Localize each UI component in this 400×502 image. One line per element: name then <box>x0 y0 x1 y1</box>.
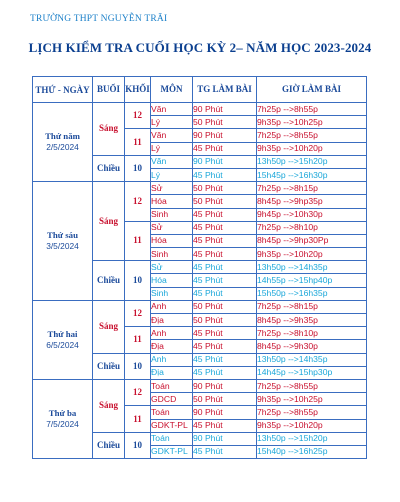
subject-cell: Địa <box>151 366 193 379</box>
grade-cell: 10 <box>125 353 151 379</box>
subject-cell: Toán <box>151 406 193 419</box>
grade-cell: 12 <box>125 103 151 129</box>
duration-cell: 90 Phút <box>193 379 257 392</box>
time-cell: 7h25p -->8h55p <box>257 103 367 116</box>
time-cell: 14h55p -->15hp40p <box>257 274 367 287</box>
duration-cell: 45 Phút <box>193 445 257 458</box>
time-cell: 9h35p -->10h25p <box>257 116 367 129</box>
exam-schedule-table <box>32 76 367 459</box>
duration-cell: 45 Phút <box>193 340 257 353</box>
duration-cell: 45 Phút <box>193 248 257 261</box>
duration-cell: 50 Phút <box>193 195 257 208</box>
subject-cell: GDKT-PL <box>151 419 193 432</box>
subject-cell: Lý <box>151 116 193 129</box>
session-cell: Chiều <box>93 261 125 301</box>
time-cell: 7h25p -->8h55p <box>257 129 367 142</box>
table-row <box>33 182 367 195</box>
time-cell: 7h25p -->8h10p <box>257 221 367 234</box>
time-cell: 7h25p -->8h55p <box>257 406 367 419</box>
duration-cell: 45 Phút <box>193 142 257 155</box>
day-date: 2/5/2024 <box>46 142 79 153</box>
header-subject: MÔN <box>151 77 193 103</box>
day-name: Thứ ba <box>48 408 77 418</box>
table-row <box>33 103 367 116</box>
day-cell <box>33 379 93 458</box>
duration-cell: 45 Phút <box>193 353 257 366</box>
time-cell: 9h35p -->10h25p <box>257 393 367 406</box>
day-date: 7/5/2024 <box>46 419 79 429</box>
header-day: THỨ - NGÀY <box>33 77 93 103</box>
time-cell: 8h45p -->9hp30Pp <box>257 234 367 247</box>
day-name: Thứ sáu <box>47 229 78 240</box>
subject-cell: Văn <box>151 155 193 168</box>
grade-cell: 11 <box>125 327 151 353</box>
duration-cell: 90 Phút <box>193 103 257 116</box>
session-cell: Sáng <box>93 300 125 353</box>
duration-cell: 45 Phút <box>193 261 257 274</box>
time-cell: 8h45p -->9hp35p <box>257 195 367 208</box>
subject-cell: Sinh <box>151 248 193 261</box>
subject-cell: Lý <box>151 168 193 181</box>
subject-cell: Sinh <box>151 287 193 300</box>
page-title: LỊCH KIỂM TRA CUỐI HỌC KỲ 2– NĂM HỌC 2023-2024 <box>28 40 372 55</box>
header-grade: KHỐI <box>125 77 151 103</box>
subject-cell: Toán <box>151 379 193 392</box>
duration-cell: 45 Phút <box>193 274 257 287</box>
duration-cell: 45 Phút <box>193 221 257 234</box>
grade-cell: 10 <box>125 261 151 301</box>
table-body <box>33 103 367 459</box>
subject-cell: GDCD <box>151 393 193 406</box>
table-row <box>33 379 367 392</box>
session-cell: Sáng <box>93 182 125 261</box>
subject-cell: Lý <box>151 142 193 155</box>
grade-cell: 11 <box>125 129 151 155</box>
subject-cell: Hóa <box>151 234 193 247</box>
grade-cell: 11 <box>125 406 151 432</box>
duration-cell: 45 Phút <box>193 234 257 247</box>
header-duration: TG LÀM BÀI <box>193 77 257 103</box>
session-cell: Chiều <box>93 353 125 379</box>
subject-cell: Sinh <box>151 208 193 221</box>
table-header <box>33 77 367 103</box>
subject-cell: Địa <box>151 340 193 353</box>
time-cell: 13h50p -->15h20p <box>257 155 367 168</box>
subject-cell: Sử <box>151 221 193 234</box>
subject-cell: Toán <box>151 432 193 445</box>
grade-cell: 12 <box>125 300 151 326</box>
duration-cell: 50 Phút <box>193 182 257 195</box>
school-name: TRƯỜNG THPT NGUYỄN TRÃI <box>30 14 168 24</box>
time-cell: 9h45p -->10h30p <box>257 208 367 221</box>
duration-cell: 45 Phút <box>193 168 257 181</box>
subject-cell: Sử <box>151 182 193 195</box>
day-date: 3/5/2024 <box>46 240 79 251</box>
subject-cell: Văn <box>151 103 193 116</box>
duration-cell: 90 Phút <box>193 432 257 445</box>
time-cell: 8h45p -->9h35p <box>257 314 367 327</box>
time-cell: 15h50p -->16h35p <box>257 287 367 300</box>
duration-cell: 45 Phút <box>193 208 257 221</box>
header-session: BUỔI <box>93 77 125 103</box>
subject-cell: Anh <box>151 353 193 366</box>
table-row <box>33 300 367 313</box>
grade-cell: 10 <box>125 155 151 181</box>
duration-cell: 90 Phút <box>193 155 257 168</box>
time-cell: 7h25p -->8h15p <box>257 300 367 313</box>
duration-cell: 90 Phút <box>193 406 257 419</box>
grade-cell: 12 <box>125 182 151 222</box>
session-cell: Chiều <box>93 155 125 181</box>
time-cell: 15h40p -->16h25p <box>257 445 367 458</box>
day-date: 6/5/2024 <box>46 339 79 350</box>
day-cell <box>33 182 93 301</box>
time-cell: 7h25p -->8h55p <box>257 379 367 392</box>
session-cell: Chiều <box>93 432 125 458</box>
session-cell: Sáng <box>93 379 125 432</box>
subject-cell: Hóa <box>151 274 193 287</box>
grade-cell: 10 <box>125 432 151 458</box>
duration-cell: 50 Phút <box>193 116 257 129</box>
time-cell: 14h45p -->15hp30p <box>257 366 367 379</box>
subject-cell: Sử <box>151 261 193 274</box>
duration-cell: 45 Phút <box>193 366 257 379</box>
day-cell <box>33 300 93 379</box>
time-cell: 9h35p -->10h20p <box>257 142 367 155</box>
session-cell: Sáng <box>93 103 125 156</box>
duration-cell: 45 Phút <box>193 419 257 432</box>
duration-cell: 90 Phút <box>193 129 257 142</box>
subject-cell: Anh <box>151 300 193 313</box>
day-name: Thứ năm <box>45 131 80 142</box>
duration-cell: 45 Phút <box>193 287 257 300</box>
duration-cell: 50 Phút <box>193 314 257 327</box>
duration-cell: 50 Phút <box>193 300 257 313</box>
header-time: GIỜ LÀM BÀI <box>257 77 367 103</box>
day-name: Thứ hai <box>47 328 78 339</box>
subject-cell: Địa <box>151 314 193 327</box>
subject-cell: Hóa <box>151 195 193 208</box>
subject-cell: Anh <box>151 327 193 340</box>
grade-cell: 12 <box>125 379 151 405</box>
grade-cell: 11 <box>125 221 151 261</box>
time-cell: 13h50p -->14h35p <box>257 353 367 366</box>
day-cell <box>33 103 93 182</box>
time-cell: 8h45p -->9h30p <box>257 340 367 353</box>
time-cell: 7h25p -->8h10p <box>257 327 367 340</box>
time-cell: 15h45p -->16h30p <box>257 168 367 181</box>
time-cell: 13h50p -->15h20p <box>257 432 367 445</box>
time-cell: 9h35p -->10h20p <box>257 419 367 432</box>
subject-cell: GDKT-PL <box>151 445 193 458</box>
time-cell: 7h25p -->8h15p <box>257 182 367 195</box>
duration-cell: 50 Phút <box>193 393 257 406</box>
time-cell: 13h50p -->14h35p <box>257 261 367 274</box>
subject-cell: Văn <box>151 129 193 142</box>
duration-cell: 45 Phút <box>193 327 257 340</box>
time-cell: 9h35p -->10h20p <box>257 248 367 261</box>
